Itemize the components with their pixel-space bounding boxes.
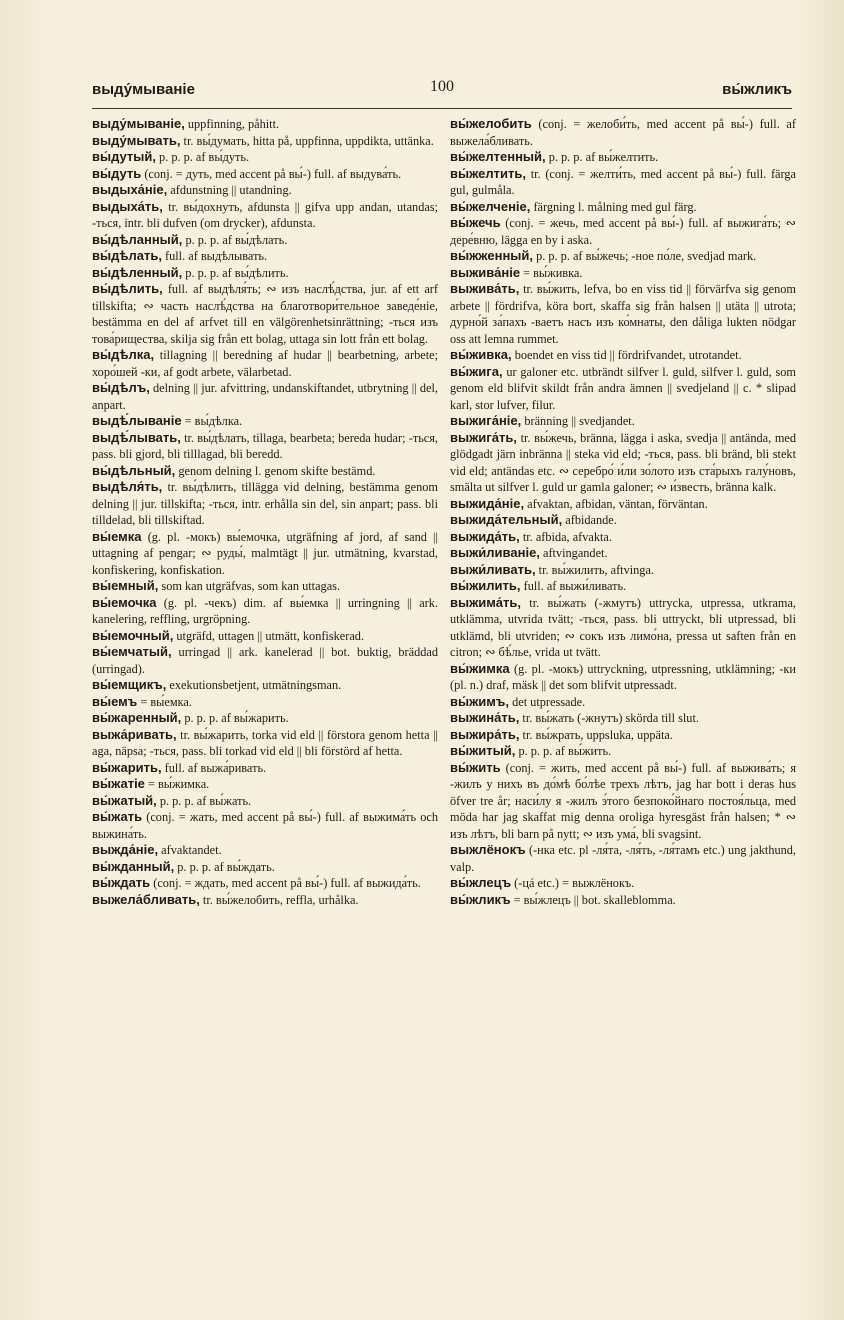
entry-headword: вы́дѣлка, bbox=[92, 347, 155, 362]
entry-definition: tr. вы́дѣлать, tillaga, bearbeta; bereda hudar; -ться, pass. bli gjord, bli tilllagad, bli beredd. bbox=[92, 430, 438, 461]
entry-definition: full. af выдѣля́ть; ∾ изъ наслѣ́дства, jur. af ett arf tillskifta; ∾ часть наслѣ́дства на благотвори́тельное заведе́ніе, bestämma en del af arfvet till en välgörenhetsinrättning; -ться изъ това́рищества, skilja sig från ett bolag, uttaga sin lott från ett bolag. bbox=[92, 282, 438, 346]
entry-definition: tr. вы́жрать, uppsluka, uppäta. bbox=[519, 727, 673, 742]
entry-headword: вы́емчатый, bbox=[92, 644, 172, 659]
dictionary-entry bbox=[450, 743, 796, 760]
entry-headword: вы́емочный, bbox=[92, 627, 174, 643]
right-column bbox=[450, 116, 796, 908]
entry-definition: tr. вы́жать (-жмутъ) uttrycka, utpressa, utkrama, utklämma, utvrida tvätt; -ться, pass. bli uttryckt, bli utpressad, bli utklämd, bli utvriden; ∾ сокъ изъ лимо́на, pressa ut saften från en citron; ∾ бѣ́лье, vrida ut tvätt. bbox=[450, 595, 796, 659]
entry-headword: выжа́ривать, bbox=[92, 726, 177, 742]
dictionary-entry bbox=[92, 149, 438, 166]
entry-definition: (conj. = желоби́ть, med accent på вы́-) full. af выжела́бливать. bbox=[450, 117, 796, 148]
entry-headword: вы́дѣлъ, bbox=[92, 380, 150, 395]
entry-headword: вы́дѣльный, bbox=[92, 462, 176, 478]
entry-definition: färgning l. målning med gul färg. bbox=[530, 199, 697, 214]
entry-headword: вы́емочка bbox=[92, 594, 157, 610]
entry-definition: p. p. p. af вы́жечь; -ное по́ле, svedjad mark. bbox=[533, 249, 757, 263]
entry-definition: (conj. = жать, med accent på вы́-) full. af выжима́ть och выжина́ть. bbox=[92, 810, 438, 841]
page-header bbox=[92, 76, 792, 106]
entry-definition: afvaktandet. bbox=[158, 843, 222, 857]
dictionary-entry bbox=[92, 809, 438, 842]
entry-headword: вы́жарить, bbox=[92, 759, 162, 775]
entry-definition: (conj. = жечь, med accent på вы́-) full. af выжига́ть; ∾ дере́вню, lägga en by i aska. bbox=[450, 216, 796, 247]
dictionary-entry bbox=[450, 281, 796, 347]
entry-headword: вы́жимка bbox=[450, 660, 510, 676]
dictionary-entry bbox=[92, 529, 438, 579]
dictionary-entry bbox=[92, 380, 438, 413]
dictionary-entry bbox=[92, 859, 438, 876]
entry-headword: выжида́ть, bbox=[450, 528, 520, 544]
entry-definition: p. p. p. af вы́дѣлить. bbox=[182, 265, 289, 280]
entry-headword: вы́дѣлить, bbox=[92, 281, 163, 296]
entry-headword: выжима́ть, bbox=[450, 594, 521, 610]
dictionary-entry bbox=[92, 793, 438, 810]
entry-definition: afbidande. bbox=[562, 513, 617, 527]
entry-headword: вы́емный, bbox=[92, 578, 159, 593]
entry-headword: вы́жлецъ bbox=[450, 875, 512, 890]
entry-definition: tr. вы́жить, lefva, bo en viss tid || förvärfva sig genom arbete || fördrifva, köra bort, skaffa sig från halsen || utäta || utrota; дурно́й за́пахъ -ваетъ насъ изъ ко́мнаты, den dåliga lukten nödgar oss att lemna rummet. bbox=[450, 282, 796, 346]
entry-headword: вы́дѣланный, bbox=[92, 231, 183, 247]
entry-headword: вы́жликъ bbox=[450, 891, 511, 907]
entry-headword: вы́жимъ, bbox=[450, 693, 510, 709]
dictionary-entry bbox=[92, 265, 438, 282]
entry-definition: (conj. = ждать, med accent på вы́-) full. af выжида́ть. bbox=[150, 876, 421, 890]
entry-headword: выжлёнокъ bbox=[450, 842, 526, 857]
entry-headword: выжига́ніе, bbox=[450, 413, 522, 428]
entry-definition: (conj. = дуть, med accent på вы́-) full. af выдува́ть. bbox=[141, 166, 402, 181]
entry-definition: tillagning || beredning af hudar || bearbetning, arbete; хоро́шей -ки, af godt arbete, välarbetad. bbox=[92, 348, 438, 379]
entry-definition: aftvingandet. bbox=[539, 546, 608, 560]
entry-definition: som kan utgräfvas, som kan uttagas. bbox=[158, 579, 341, 593]
dictionary-entry bbox=[92, 644, 438, 677]
running-head-left: выду́мываніе bbox=[92, 81, 195, 98]
entry-headword: вы́емщикъ, bbox=[92, 677, 167, 692]
entry-definition: (g. pl. -мокъ) uttryckning, utpressning, utklämning; -ки (pl. n.) draf, mäsk || det som blifvit utpressadt. bbox=[450, 661, 796, 692]
entry-definition: afvaktan, afbidan, väntan, förväntan. bbox=[524, 496, 708, 511]
entry-definition: p. p. p. af вы́дуть. bbox=[155, 150, 250, 164]
entry-headword: выжива́ніе bbox=[450, 264, 521, 280]
dictionary-entry bbox=[450, 529, 796, 546]
entry-headword: выжела́бливать, bbox=[92, 891, 200, 907]
dictionary-entry bbox=[92, 116, 438, 133]
dictionary-entry bbox=[450, 199, 796, 216]
entry-headword: выжина́ть, bbox=[450, 710, 520, 725]
dictionary-entry bbox=[92, 347, 438, 380]
entry-definition: tr. вы́дѣлить, tillägga vid delning, bestämma genom delning || jur. tillskifta; -ться, intr. erhålla sin del, sin anpart; pass. bli tilldelad, bli tillskiftad. bbox=[92, 480, 438, 527]
dictionary-entry bbox=[450, 149, 796, 166]
dictionary-entry bbox=[92, 413, 438, 430]
entry-definition: full. af выжа́ривать. bbox=[161, 760, 267, 775]
entry-definition: = вы́дѣлка. bbox=[181, 414, 243, 428]
entry-headword: вы́жечь bbox=[450, 215, 501, 230]
dictionary-entry bbox=[92, 232, 438, 249]
entry-definition: (-цá etc.) = выжлёнокъ. bbox=[511, 876, 635, 890]
entry-headword: вы́жить bbox=[450, 759, 501, 775]
entry-definition: genom delning l. genom skifte bestämd. bbox=[175, 463, 376, 478]
entry-definition: (g. pl. -чекъ) dim. af вы́емка || urringning || ark. kanelering, reffling, urgröpning. bbox=[92, 595, 438, 626]
dictionary-entry bbox=[92, 182, 438, 199]
entry-definition: urringad || ark. kanelerad || bot. buktig, bräddad (urringad). bbox=[92, 645, 438, 676]
dictionary-entry bbox=[92, 479, 438, 529]
entry-headword: вы́желченіе, bbox=[450, 198, 531, 214]
entry-headword: выдыха́ніе, bbox=[92, 182, 168, 197]
dictionary-entry bbox=[450, 842, 796, 875]
entry-definition: p. p. p. af вы́жать. bbox=[156, 793, 252, 808]
entry-headword: выжива́ть, bbox=[450, 281, 520, 296]
entry-definition: p. p. p. af вы́дѣлать. bbox=[182, 232, 288, 247]
entry-definition: p. p. p. af вы́ждать. bbox=[174, 859, 275, 874]
entry-definition: p. p. p. af вы́жарить. bbox=[181, 711, 289, 725]
left-column bbox=[92, 116, 438, 908]
entry-definition: = вы́живка. bbox=[520, 265, 583, 280]
dictionary-entry bbox=[450, 578, 796, 595]
dictionary-entry bbox=[92, 677, 438, 694]
entry-headword: вы́желобить bbox=[450, 116, 532, 131]
dictionary-entry bbox=[450, 661, 796, 694]
dictionary-entry bbox=[92, 463, 438, 480]
entry-definition: bränning || svedjandet. bbox=[521, 414, 635, 428]
dictionary-entry bbox=[450, 545, 796, 562]
dictionary-entry bbox=[92, 578, 438, 595]
entry-headword: вы́жига, bbox=[450, 363, 503, 379]
entry-headword: выду́мывать, bbox=[92, 132, 181, 148]
entry-definition: (conj. = жить, med accent på вы́-) full. af выжива́ть; я -жилъ у нихъ въ до́мѣ бо́лѣе трехъ лѣтъ, jag har bott i deras hus öfver tre år; наси́лу я -жилъ э́того безпоко́йнаго постоя́льца, med möda har jag skaffat mig denna oroliga hyresgäst från halsen; * ∾ изъ лѣтъ, bli barn på nytt; ∾ изъ ума́, bli svagsint. bbox=[450, 760, 796, 841]
entry-definition: exekutionsbetjent, utmätningsman. bbox=[166, 678, 342, 692]
entry-headword: вы́желтить, bbox=[450, 165, 526, 181]
dictionary-entry bbox=[450, 413, 796, 430]
entry-headword: вы́жатіе bbox=[92, 776, 145, 791]
entry-headword: вы́житый, bbox=[450, 743, 516, 758]
dictionary-entry bbox=[92, 628, 438, 645]
entry-definition: utgräfd, uttagen || utmätt, konfiskerad. bbox=[173, 628, 365, 643]
entry-headword: вы́дѣлать, bbox=[92, 248, 162, 263]
header-rule bbox=[92, 108, 792, 109]
entry-definition: (-нка etc. pl -ля́та, -ля́ть, -ля́тамъ etc.) ung jakthund, valp. bbox=[450, 843, 796, 874]
entry-definition: = вы́емка. bbox=[137, 694, 192, 709]
entry-definition: afdunstning || utandning. bbox=[167, 183, 292, 197]
dictionary-entry bbox=[92, 892, 438, 909]
entry-definition: tr. afbida, afvakta. bbox=[519, 529, 612, 544]
dictionary-entry bbox=[450, 248, 796, 265]
entry-headword: вы́дѣленный, bbox=[92, 264, 183, 280]
entry-headword: выжира́ть, bbox=[450, 726, 520, 742]
entry-headword: выжда́ніе, bbox=[92, 842, 159, 857]
dictionary-entry bbox=[92, 760, 438, 777]
dictionary-entry bbox=[450, 347, 796, 364]
entry-headword: выжида́тельный, bbox=[450, 512, 563, 527]
entry-definition: = вы́жлецъ || bot. skalleblomma. bbox=[510, 892, 676, 907]
entry-definition: tr. вы́жарить, torka vid eld || förstora genom hetta || aga, näpsa; -ться, pass. bli torkad vid eld || bli förstörd af hetta. bbox=[92, 727, 438, 758]
entry-headword: вы́емка bbox=[92, 528, 142, 544]
entry-definition: tr. вы́дохнуть, afdunsta || gifva upp andan, utandas; -ться, intr. bli dufven (om drycker), afdunsta. bbox=[92, 199, 438, 230]
entry-headword: вы́желтенный, bbox=[450, 149, 546, 164]
entry-definition: tr. (conj. = желти́ть, med accent på вы́-) full. färga gul, gulmåla. bbox=[450, 166, 796, 197]
entry-headword: выжига́ть, bbox=[450, 429, 517, 445]
dictionary-entry bbox=[92, 281, 438, 347]
page-number: 100 bbox=[430, 78, 454, 95]
entry-definition: p. p. p. af вы́желтить. bbox=[545, 150, 659, 164]
entry-headword: выдѣ́лываніе bbox=[92, 413, 182, 428]
dictionary-entry bbox=[92, 842, 438, 859]
entry-definition: det utpressade. bbox=[509, 694, 586, 709]
entry-definition: p. p. p. af вы́жить. bbox=[515, 744, 612, 758]
entry-headword: вы́ждать bbox=[92, 875, 151, 890]
dictionary-entry bbox=[450, 364, 796, 414]
entry-definition: (g. pl. -мокъ) вы́емочка, utgräfning af jord, af sand || uttagning af pengar; ∾ руды́, malmtägt || jur. utmätning, kvarstad, konfiskering, konfiskation. bbox=[92, 529, 438, 577]
entry-definition: = вы́жимка. bbox=[144, 777, 210, 791]
entry-headword: выдыха́ть, bbox=[92, 198, 163, 214]
entry-headword: вы́живка, bbox=[450, 347, 512, 362]
dictionary-entry bbox=[450, 595, 796, 661]
entry-headword: вы́жать bbox=[92, 809, 143, 824]
entry-definition: tr. вы́жилить, aftvinga. bbox=[535, 562, 654, 577]
dictionary-entry bbox=[450, 166, 796, 199]
entry-headword: выжи́ливать, bbox=[450, 561, 536, 577]
dictionary-entry bbox=[92, 430, 438, 463]
dictionary-entry bbox=[92, 248, 438, 265]
entry-headword: вы́емъ bbox=[92, 693, 138, 709]
entry-headword: выду́мываніе, bbox=[92, 116, 185, 131]
entry-definition: tr. вы́думать, hitta på, uppfinna, uppdikta, uttänka. bbox=[180, 133, 434, 148]
entry-definition: tr. вы́жать (-жнутъ) skörda till slut. bbox=[519, 711, 699, 725]
entry-definition: full. af выдѣлывать. bbox=[161, 249, 268, 263]
dictionary-entry bbox=[92, 199, 438, 232]
entry-headword: выжи́ливаніе, bbox=[450, 545, 540, 560]
dictionary-entry bbox=[92, 133, 438, 150]
entry-headword: вы́жаренный, bbox=[92, 710, 182, 725]
dictionary-entry bbox=[450, 116, 796, 149]
dictionary-entry bbox=[450, 496, 796, 513]
dictionary-entry bbox=[450, 694, 796, 711]
entry-headword: вы́жженный, bbox=[450, 248, 533, 263]
dictionary-entry bbox=[450, 710, 796, 727]
dictionary-entry bbox=[450, 875, 796, 892]
running-head-right: вы́жликъ bbox=[722, 81, 792, 98]
dictionary-entry bbox=[450, 430, 796, 496]
dictionary-entry bbox=[92, 776, 438, 793]
entry-definition: tr. вы́жечь, bränna, lägga i aska, svedja || antända, med glödgadt järn inbränna || steka vid eld; -ться, pass. bli bränd, bli stekt vid eld; antändas etc. ∾ серебро́ и́ли зо́лото изъ ста́рыхъ галу́новъ, smälta ut silfver l. guld ur gamla galoner; ∾ и́звесть, bränna kalk. bbox=[450, 430, 796, 494]
entry-headword: вы́дуть bbox=[92, 165, 142, 181]
dictionary-entry bbox=[92, 166, 438, 183]
dictionary-entry bbox=[92, 595, 438, 628]
dictionary-entry bbox=[450, 760, 796, 843]
dictionary-entry bbox=[450, 562, 796, 579]
dictionary-entry bbox=[450, 265, 796, 282]
entry-definition: uppfinning, påhitt. bbox=[184, 117, 280, 131]
dictionary-entry bbox=[92, 710, 438, 727]
dictionary-entry bbox=[450, 727, 796, 744]
entry-headword: вы́дутый, bbox=[92, 149, 156, 164]
entry-definition: full. af выжи́ливать. bbox=[520, 579, 627, 593]
dictionary-entry bbox=[92, 875, 438, 892]
entry-headword: выдѣ́лывать, bbox=[92, 429, 181, 445]
entry-headword: вы́жатый, bbox=[92, 792, 157, 808]
dictionary-entry bbox=[450, 892, 796, 909]
entry-definition: boendet en viss tid || fördrifvandet, utrotandet. bbox=[511, 348, 742, 362]
entry-headword: вы́жилить, bbox=[450, 578, 521, 593]
dictionary-entry bbox=[450, 215, 796, 248]
entry-headword: выдѣля́ть, bbox=[92, 479, 163, 494]
entry-definition: tr. вы́желобить, reffla, urhålka. bbox=[199, 892, 359, 907]
entry-definition: delning || jur. afvittring, undanskiftandet, utbrytning || del, anpart. bbox=[92, 381, 438, 412]
dictionary-entry bbox=[92, 694, 438, 711]
entry-headword: вы́жданный, bbox=[92, 858, 175, 874]
entry-definition: ur galoner etc. utbrändt silfver l. guld, silfver l. guld, som genom eld blifvit skildt från andra ämnen || svedjeland || c. * slipad karl, stor lufver, filur. bbox=[450, 364, 796, 412]
dictionary-entry bbox=[92, 727, 438, 760]
entry-headword: выжида́ніе, bbox=[450, 495, 525, 511]
dictionary-entry bbox=[450, 512, 796, 529]
